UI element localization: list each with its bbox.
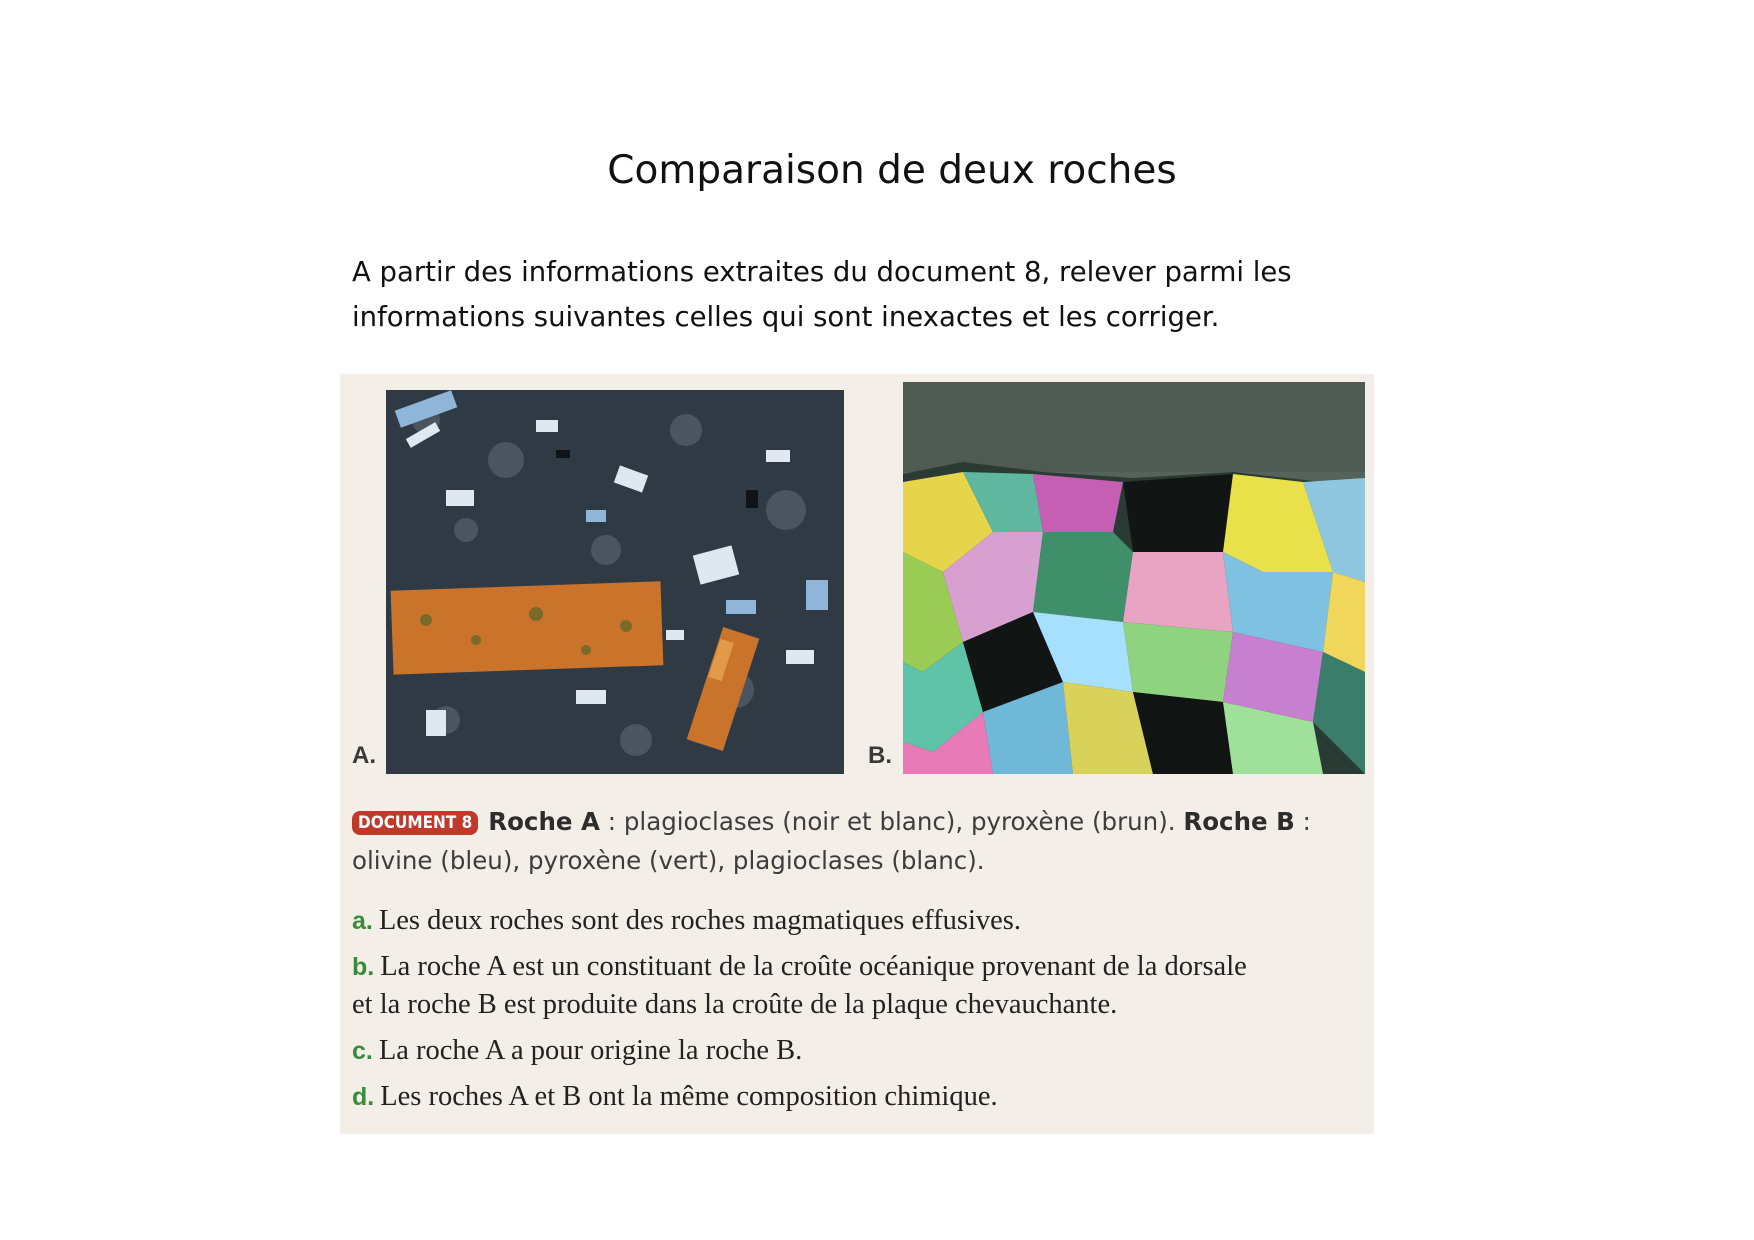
question-item-c [352, 1032, 802, 1070]
caption-line-1 [352, 802, 1362, 841]
question-letter: a. [352, 907, 373, 935]
question-text: La roche A a pour origine la roche B. [378, 1035, 803, 1066]
document-badge: DOCUMENT 8 [352, 811, 478, 835]
question-item-a [352, 902, 1021, 940]
instructions-line-1: A partir des informations extraites du document 8, relever parmi les [352, 256, 1292, 288]
question-text: La roche A est un constituant de la croûte océanique provenant de la dorsale [380, 951, 1247, 982]
page-title: Comparaison de deux roches [607, 148, 1177, 193]
question-letter: d. [352, 1083, 375, 1111]
caption-line-2: olivine (bleu), pyroxène (vert), plagioclases (blanc). [352, 846, 985, 875]
photo-a-label: A. [352, 742, 376, 769]
question-text: Les roches A et B ont la même composition chimique. [380, 1081, 998, 1112]
rock-a-thin-section-photo [386, 390, 844, 774]
question-letter: b. [352, 953, 375, 981]
rock-b-colon: : [1294, 807, 1311, 836]
instructions [352, 250, 1452, 340]
document-caption [352, 802, 1362, 880]
rock-a-name: Roche A [488, 807, 600, 836]
document-scan [340, 374, 1374, 1134]
question-letter: c. [352, 1037, 373, 1065]
photo-b-label: B. [868, 742, 892, 769]
question-text-continued: et la roche B est produite dans la croûte de la plaque chevauchante. [352, 989, 1118, 1020]
rock-a-description: : plagioclases (noir et blanc), pyroxène (brun). [600, 807, 1176, 836]
instructions-line-2: informations suivantes celles qui sont inexactes et les corriger. [352, 301, 1220, 333]
question-item-b [352, 948, 1247, 1024]
question-text: Les deux roches sont des roches magmatiques effusives. [378, 905, 1021, 936]
rock-b-thin-section-photo [903, 382, 1365, 774]
question-item-d [352, 1078, 998, 1116]
rock-b-name: Roche B [1183, 807, 1295, 836]
